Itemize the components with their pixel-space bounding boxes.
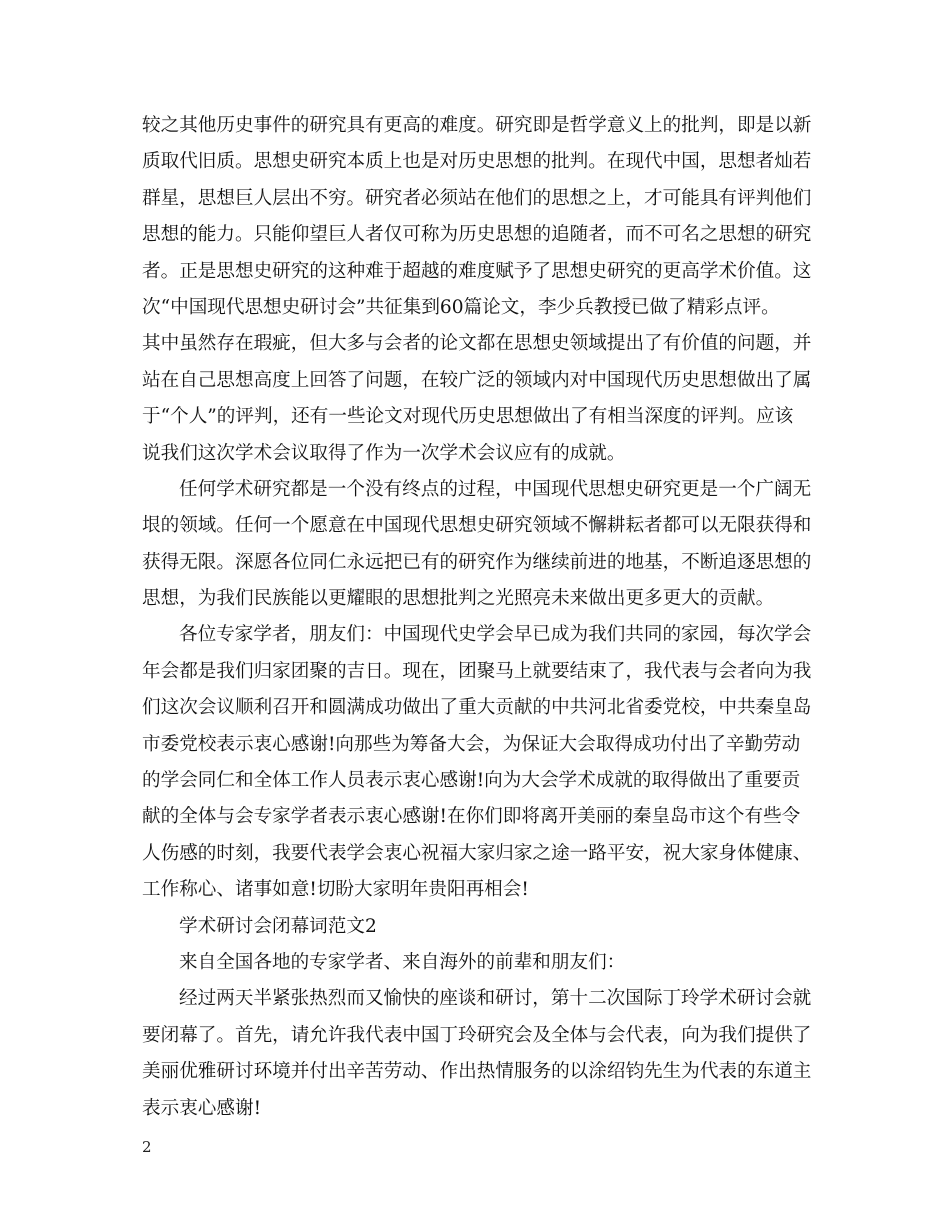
text-line: 其中虽然存在瑕疵，但大多与会者的论文都在思想史领域提出了有价值的问题，并 [142, 333, 812, 355]
paragraph-start-line: 任何学术研究都是一个没有终点的过程，中国现代思想史研究更是一个广阔无 [179, 478, 812, 500]
paragraph-start-line: 经过两天半紧张热烈而又愉快的座谈和研讨，第十二次国际丁玲学术研讨会就 [179, 988, 812, 1010]
text-line: 质取代旧质。思想史研究本质上也是对历史思想的批判。在现代中国，思想者灿若 [142, 151, 812, 173]
text-line: 的学会同仁和全体工作人员表示衷心感谢!向为大会学术成就的取得做出了重要贡 [142, 770, 801, 792]
text-line: 美丽优雅研讨环境并付出辛苦劳动、作出热情服务的以涂绍钧先生为代表的东道主 [142, 1061, 812, 1083]
text-line: 思想的能力。只能仰望巨人者仅可称为历史思想的追随者，而不可名之思想的研究 [142, 224, 812, 246]
text-line: 获得无限。深愿各位同仁永远把已有的研究作为继续前进的地基，不断追逐思想的 [142, 551, 812, 573]
page-number: 2 [142, 1138, 152, 1156]
salutation-line: 来自全国各地的专家学者、来自海外的前辈和朋友们： [179, 951, 626, 973]
paragraph-start-line: 各位专家学者，朋友们：中国现代史学会早已成为我们共同的家园，每次学会 [179, 624, 812, 646]
text-line: 垠的领域。任何一个愿意在中国现代思想史研究领域不懈耕耘者都可以无限获得和 [142, 515, 812, 537]
document-body [142, 108, 810, 1127]
text-line: 思想，为我们民族能以更耀眼的思想批判之光照亮未来做出更多更大的贡献。 [142, 588, 775, 610]
text-line: 说我们这次学术会议取得了作为一次学术会议应有的成就。 [142, 442, 626, 464]
section-heading: 学术研讨会闭幕词范文2 [179, 915, 377, 937]
text-line: 较之其他历史事件的研究具有更高的难度。研究即是哲学意义上的批判，即是以新 [142, 115, 812, 136]
text-line: 年会都是我们归家团聚的吉日。现在，团聚马上就要结束了，我代表与会者向为我 [142, 660, 812, 682]
text-line: 者。正是思想史研究的这种难于超越的难度赋予了思想史研究的更高学术价值。这 [142, 260, 812, 282]
text-line: 人伤感的时刻，我要代表学会衷心祝福大家归家之途一路平安，祝大家身体健康、 [142, 842, 812, 864]
text-line: 市委党校表示衷心感谢!向那些为筹备大会，为保证大会取得成功付出了辛勤劳动 [142, 733, 801, 755]
text-line: 站在自己思想高度上回答了问题，在较广泛的领域内对中国现代历史思想做出了属 [142, 369, 812, 391]
text-line: 要闭幕了。首先，请允许我代表中国丁玲研究会及全体与会代表，向为我们提供了 [142, 1024, 812, 1046]
text-line: 群星，思想巨人层出不穷。研究者必须站在他们的思想之上，才可能具有评判他们 [142, 187, 812, 209]
text-line: 工作称心、诸事如意!切盼大家明年贵阳再相会! [142, 879, 529, 901]
text-line: 们这次会议顺利召开和圆满成功做出了重大贡献的中共河北省委党校，中共秦皇岛 [142, 697, 812, 719]
text-line: 献的全体与会专家学者表示衷心感谢!在你们即将离开美丽的秦皇岛市这个有些令 [142, 806, 801, 828]
text-line: 于“个人”的评判，还有一些论文对现代历史思想做出了有相当深度的评判。应该 [142, 406, 794, 428]
text-line: 表示衷心感谢! [142, 1097, 262, 1119]
text-line: 次“中国现代思想史研讨会”共征集到60篇论文，李少兵教授已做了精彩点评。 [142, 296, 780, 318]
